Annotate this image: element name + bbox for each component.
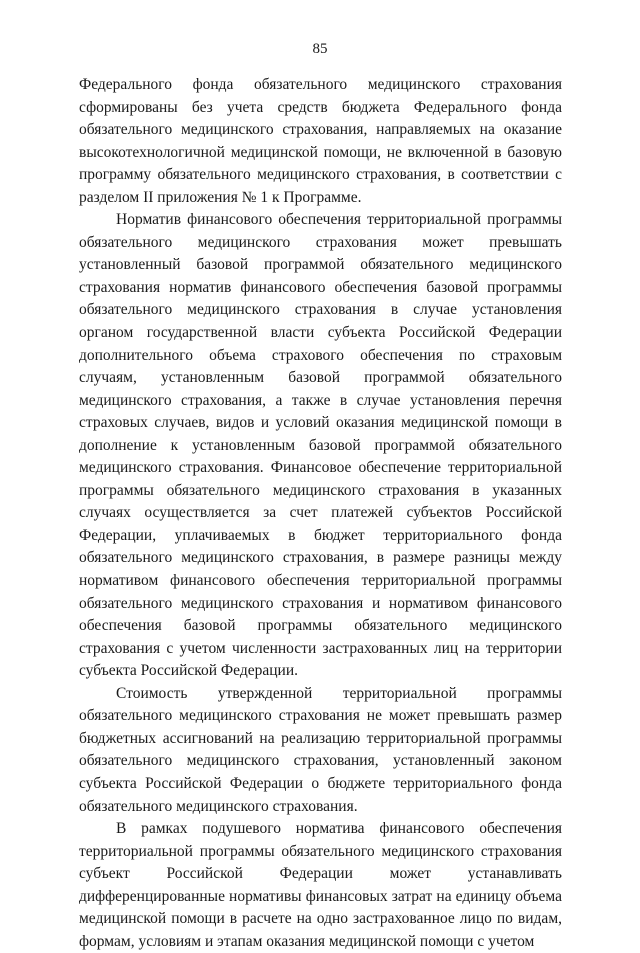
paragraph: Норматив финансового обеспечения территориальной программы обязательного медицинского страхования может превышать установленный базовой программой обязательного медицинского страхования норматив финансового обеспечения базовой программы обязательного медицинского страхования в случае установления органом государственной власти субъекта Российской Федерации дополнительного объема страхового обеспечения по страховым случаям, установленным базовой программой обязательного медицинского страхования, а также в случае установления перечня страховых случаев, видов и условий оказания медицинской помощи в дополнение к установленным базовой программой обязательного медицинского страхования. Финансовое обеспечение территориальной программы обязательного медицинского страхования в указанных случаях осуществляется за счет платежей субъектов Российской Федерации, уплачиваемых в бюджет территориального фонда обязательного медицинского страхования, в размере разницы между нормативом финансового обеспечения территориальной программы обязательного медицинского страхования и нормативом финансового обеспечения базовой программы обязательного медицинского страхования с учетом численности застрахованных лиц на территории субъекта Российской Федерации.	[79, 211, 562, 680]
document-body	[79, 74, 562, 953]
paragraph: В рамках подушевого норматива финансового обеспечения территориальной программы обязательного медицинского страхования субъект Российской Федерации может устанавливать дифференцированные нормативы финансовых затрат на единицу объема медицинской помощи в расчете на одно застрахованное лицо по видам, формам, условиям и этапам оказания медицинской помощи с учетом	[79, 820, 562, 950]
page-number: 85	[312, 41, 328, 57]
paragraph: Стоимость утвержденной территориальной программы обязательного медицинского страхования не может превышать размер бюджетных ассигнований на реализацию территориальной программы обязательного медицинского страхования, установленный законом субъекта Российской Федерации о бюджете территориального фонда обязательного медицинского страхования.	[79, 684, 562, 815]
paragraph: Федерального фонда обязательного медицинского страхования сформированы без учета средств бюджета Федерального фонда обязательного медицинского страхования, направляемых на оказание высокотехнологичной медицинской помощи, не включенной в базовую программу обязательного медицинского страхования, в соответствии с разделом II приложения № 1 к Программе.	[79, 76, 562, 206]
